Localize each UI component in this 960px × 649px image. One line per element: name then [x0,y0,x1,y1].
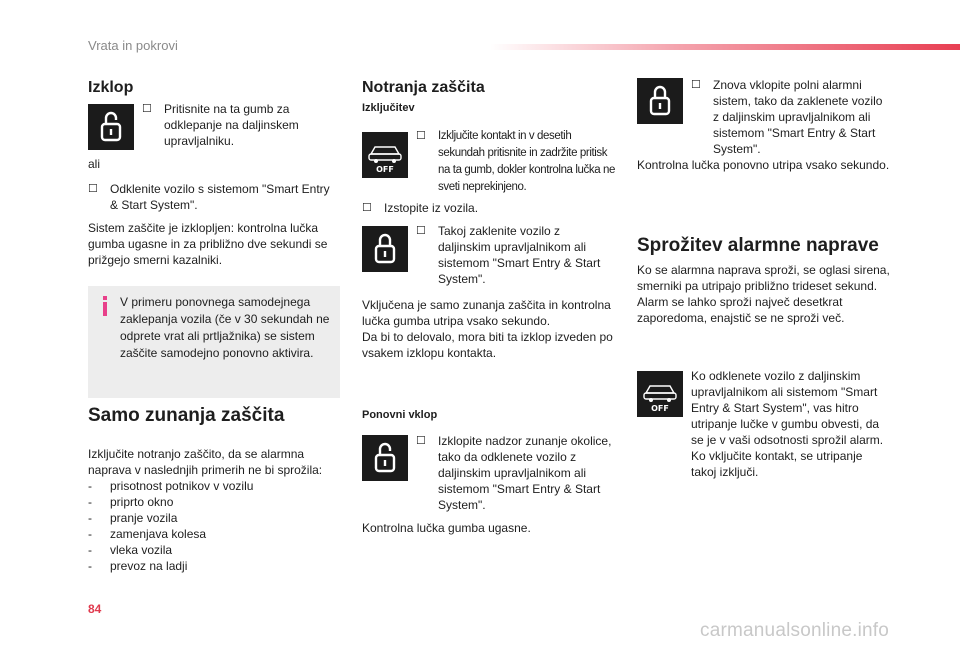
izklop-step-2: ☐ Odklenite vozilo s sistemom "Smart Entry & Start System". [88,182,330,212]
list-item: - prisotnost potnikov v vozilu [88,478,340,494]
ali-text: ali [88,157,101,171]
samo-list [88,478,340,574]
heading-ponovni-vklop: Ponovni vklop [362,409,438,421]
lock-icon [637,78,683,124]
heading-notranja: Notranja zaščita [362,79,485,96]
watermark: carmanualsonline.info [700,620,890,641]
off-paragraph: Ko odklenete vozilo z daljinskim upravljalnikom ali sistemom "Smart Entry & Start System", vas hitro utripanje lučke v gumbu obvesti, da se je v vaši odsotnosti sprožil alarm. Ko vključite kontakt, se utripanje takoj izključi. [691,369,884,479]
lock-icon [362,226,408,272]
unlock-icon [362,435,408,481]
ponovni-paragraph: Kontrolna lučka gumba ugasne. [362,521,531,535]
header-accent-bar [490,44,960,50]
list-item: - prevoz na ladji [88,558,340,574]
izklop-paragraph: Sistem zaščite je izklopljen: kontrolna lučka gumba ugasne in za približno dve sekundi se prižgejo smerni kazalniki. [88,221,328,267]
off-label: OFF [376,165,394,174]
page-header-title: Vrata in pokrovi [88,38,178,53]
info-note-text: V primeru ponovnega samodejnega zaklepanja vozila (če v 30 sekundah ne odprete vrat ali prtljažnika) se sistem zaščite samodejno ponovno aktivira. [120,295,330,360]
izklop-step-1: ☐ Pritisnite na ta gumb za odklepanje na daljinskem upravljalniku. [142,102,299,148]
izkljucitev-step-2: ☐ Izstopite iz vozila. [362,201,479,215]
bullet-marker: ☐ [88,183,98,195]
car-off-icon [362,132,408,178]
page-number: 84 [88,602,102,616]
sprozitev-paragraph: Ko se alarmna naprava sproži, se oglasi sirena, smerniki pa utripajo približno trideset sekund. Alarm se lahko sproži največ desetkrat zaporedoma, enajstič se ne sproži več. [637,263,890,325]
heading-izklop: Izklop [88,79,134,96]
list-item: - zamenjava kolesa [88,526,340,542]
unlock-icon [88,104,134,150]
list-item: - vleka vozila [88,542,340,558]
bullet-marker: ☐ [416,130,426,142]
bullet-marker: ☐ [691,79,701,91]
bullet-marker: ☐ [362,202,372,214]
notranja-paragraph: Vključena je samo zunanja zaščita in kontrolna lučka gumba utripa vsako sekundo. Da bi to delovalo, mora biti ta izklop izveden po vsakem izklopu kontakta. [362,298,613,360]
heading-izkljucitev: Izključitev [362,102,415,114]
bullet-marker: ☐ [142,103,152,115]
bullet-marker: ☐ [416,435,426,447]
list-item: - pranje vozila [88,510,340,526]
heading-sprozitev: Sprožitev alarmne naprave [637,235,879,256]
info-note-box [88,286,340,398]
heading-samo-zunanja: Samo zunanja zaščita [88,405,285,426]
right-paragraph-1: Kontrolna lučka ponovno utripa vsako sekundo. [637,158,890,172]
list-item: - priprto okno [88,494,340,510]
ponovni-step: ☐ Izklopite nadzor zunanje okolice, tako da odklenete vozilo z daljinskim upravljalnikom ali sistemom "Smart Entry & Start System". [416,434,612,512]
samo-intro: Izključite notranjo zaščito, da se alarmna naprava v naslednjih primerih ne bi sprožila: [88,447,323,477]
izkljucitev-step-1: ☐ Izključite kontakt in v desetih sekundah pritisnite in zadržite pritisk na ta gumb, dokler kontrolna lučka ne sveti neprekinjeno. [416,130,615,193]
right-step-1: ☐ Znova vklopite polni alarmni sistem, tako da zaklenete vozilo z daljinskim upravljalnikom ali sistemom "Smart Entry & Start System". [691,78,883,156]
info-icon [100,296,110,316]
off-label: OFF [651,404,669,413]
bullet-marker: ☐ [416,225,426,237]
car-off-icon [637,371,683,417]
izkljucitev-step-3: ☐ Takoj zaklenite vozilo z daljinskim upravljalnikom ali sistemom "Smart Entry & Start System". [416,224,601,286]
